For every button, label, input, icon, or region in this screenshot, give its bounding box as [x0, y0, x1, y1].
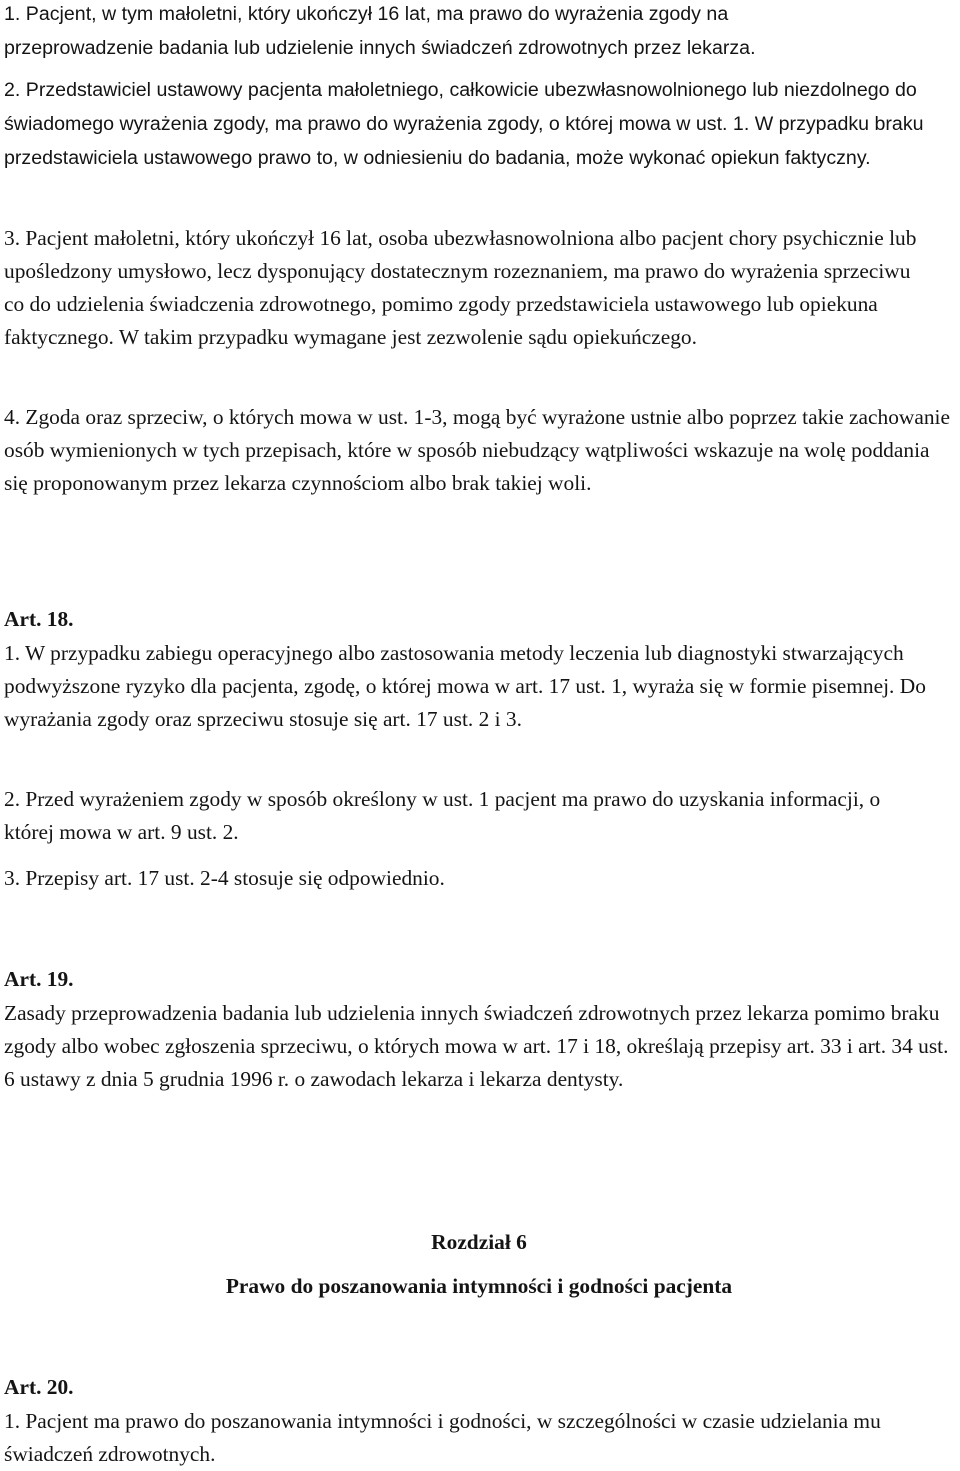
paragraph-1: 1. Pacjent, w tym małoletni, który ukończył 16 lat, ma prawo do wyrażenia zgody na przeprowadzenie badania lub udzielenie innych świadczeń zdrowotnych przez lekarza. [4, 3, 756, 59]
chapter-number: Rozdział 6 [431, 1230, 527, 1254]
article-20-paragraph-1: 1. Pacjent ma prawo do poszanowania intymności i godności, w szczególności w czasie udzielania mu świadczeń zdrowotnych. [4, 1409, 881, 1466]
article-20-heading: Art. 20. [4, 1375, 74, 1399]
paragraph-3: 3. Pacjent małoletni, który ukończył 16 lat, osoba ubezwłasnowolniona albo pacjent chory psychicznie lub upośledzony umysłowo, lecz dysponujący dostatecznym rozeznaniem, ma prawo do wyrażenia sprzeciwu co do udzielenia świadczenia zdrowotnego, pomimo zgody przedstawiciela ustawowego lub opiekuna faktycznego. W takim przypadku wymagane jest zezwolenie sądu opiekuńczego. [4, 226, 917, 349]
article-18-paragraph-1: 1. W przypadku zabiegu operacyjnego albo zastosowania metody leczenia lub diagnostyki stwarzających podwyższone ryzyko dla pacjenta, zgodę, o której mowa w art. 17 ust. 1, wyraża się w formie pisemnej. Do wyrażania zgody oraz sprzeciwu stosuje się art. 17 ust. 2 i 3. [4, 641, 926, 731]
article-18-paragraph-2: 2. Przed wyrażeniem zgody w sposób określony w ust. 1 pacjent ma prawo do uzyskania informacji, o której mowa w art. 9 ust. 2. [4, 787, 881, 844]
paragraph-2: 2. Przedstawiciel ustawowy pacjenta małoletniego, całkowicie ubezwłasnowolnionego lub niezdolnego do świadomego wyrażenia zgody, ma prawo do wyrażenia zgody, o której mowa w ust. 1. W przypadku braku przedstawiciela ustawowego prawo to, w odniesieniu do badania, może wykonać opiekun faktyczny. [4, 79, 924, 169]
article-19-paragraph: Zasady przeprowadzenia badania lub udzielenia innych świadczeń zdrowotnych przez lekarza pomimo braku zgody albo wobec zgłoszenia sprzeciwu, o których mowa w art. 17 i 18, określają przepisy art. 33 i art. 34 ust. 6 ustawy z dnia 5 grudnia 1996 r. o zawodach lekarza i lekarza dentysty. [4, 1001, 949, 1091]
chapter-title: Prawo do poszanowania intymności i godności pacjenta [225, 1274, 733, 1298]
article-18-paragraph-3: 3. Przepisy art. 17 ust. 2-4 stosuje się odpowiednio. [4, 866, 445, 890]
article-19-heading: Art. 19. [4, 967, 74, 991]
article-18-heading: Art. 18. [4, 607, 74, 631]
paragraph-4: 4. Zgoda oraz sprzeciw, o których mowa w ust. 1-3, mogą być wyrażone ustnie albo poprzez takie zachowanie osób wymienionych w tych przepisach, które w sposób niebudzący wątpliwości wskazuje na wolę poddania się proponowanym przez lekarza czynnościom albo brak takiej woli. [4, 405, 950, 495]
